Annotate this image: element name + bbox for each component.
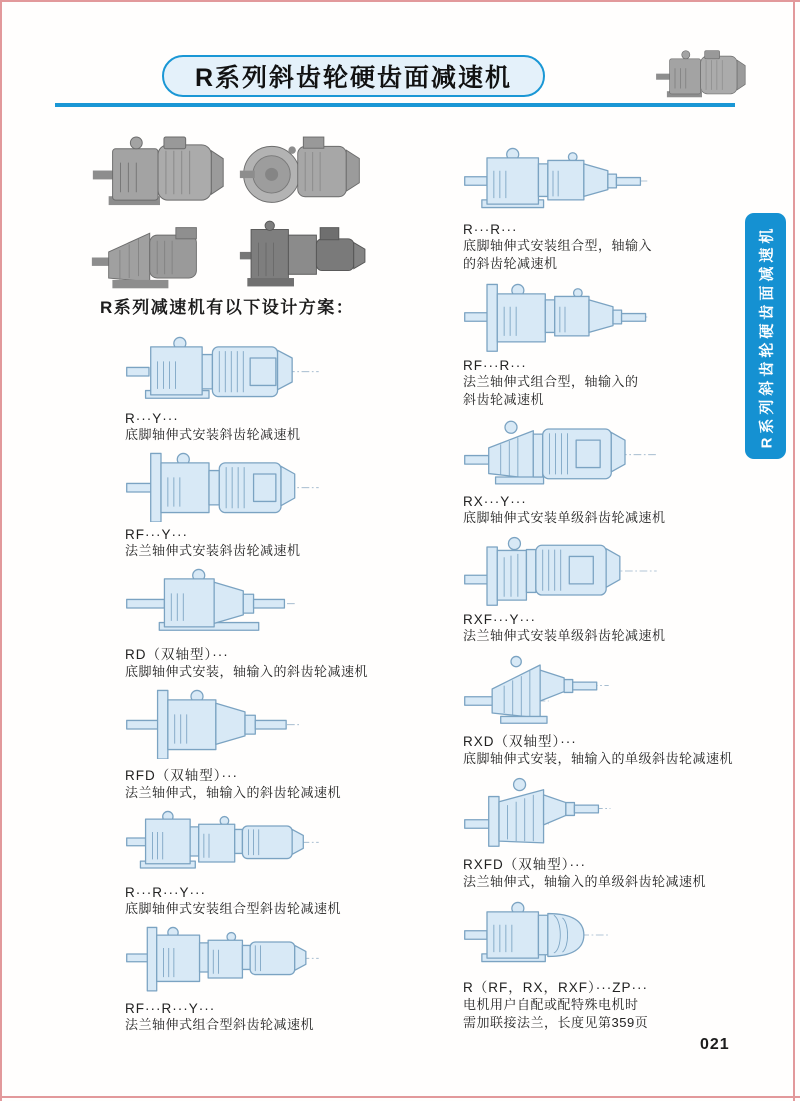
variant-code: RD（双轴型）··· (125, 647, 229, 662)
variant-code: R（RF，RX，RXF）···ZP··· (463, 980, 648, 995)
technical-diagram-rx-foot-motor (463, 417, 713, 489)
variant-description: 斜齿轮减速机 (463, 392, 545, 407)
reducer-variant (463, 653, 755, 768)
variant-description: 底脚轴伸式安装组合型，轴输入 (463, 238, 653, 253)
reducer-variant (463, 899, 755, 1032)
reducer-variant (125, 924, 410, 1034)
technical-diagram-flange-double (125, 687, 375, 759)
variant-code: RF···Y··· (125, 527, 188, 542)
page-border-left (0, 0, 2, 1101)
technical-diagram-flange-combo-motor (125, 924, 375, 996)
page-border-bottom (0, 1096, 800, 1098)
technical-diagram-rxd (463, 653, 713, 725)
variant-code: R···R···Y··· (125, 885, 206, 900)
technical-diagram-foot-double (125, 566, 375, 638)
technical-diagram-foot-motor (125, 334, 375, 406)
flange-mounted-geared-motor-photo (238, 133, 378, 212)
variant-description: 电机用户自配或配特殊电机时 (463, 997, 639, 1012)
side-tab-label: R系列斜齿轮硬齿面减速机 (758, 224, 775, 448)
reducer-variant (125, 450, 410, 560)
variant-description: 法兰轴伸式安装单级斜齿轮减速机 (463, 628, 666, 643)
technical-diagram-foot-combo-shaft (463, 145, 713, 217)
variant-description: 底脚轴伸式安装斜齿轮减速机 (125, 427, 301, 442)
variant-code: RXD（双轴型）··· (463, 734, 577, 749)
title-box (162, 55, 545, 97)
variant-code: R···Y··· (125, 411, 179, 426)
reducer-variant (125, 808, 410, 918)
intro-text: R系列减速机有以下设计方案： (100, 298, 355, 317)
variant-description: 底脚轴伸式安装，轴输入的单级斜齿轮减速机 (463, 751, 734, 766)
title-underline (55, 103, 735, 107)
foot-mounted-geared-motor-photo (90, 133, 230, 212)
variant-code: RFD（双轴型）··· (125, 768, 238, 783)
variant-description: 法兰轴伸式组合型斜齿轮减速机 (125, 1017, 315, 1032)
reducer-variant (463, 535, 755, 645)
variant-description: 需加联接法兰，长度见第359页 (463, 1015, 649, 1030)
reducer-variant (463, 776, 755, 891)
variant-column-right (463, 145, 755, 1040)
variant-description: 法兰轴伸式组合型，轴输入的 (463, 374, 639, 389)
variant-description: 底脚轴伸式安装单级斜齿轮减速机 (463, 510, 666, 525)
page-border-right (793, 0, 795, 1101)
technical-diagram-rxfd (463, 776, 713, 848)
combined-geared-motor-photo (238, 218, 378, 297)
single-stage-geared-motor-photo (90, 218, 230, 297)
variant-code: RX···Y··· (463, 494, 527, 509)
variant-code: RF···R··· (463, 358, 527, 373)
variant-description: 法兰轴伸式安装斜齿轮减速机 (125, 543, 301, 558)
page-number: 021 (700, 1036, 730, 1053)
header-product-photo (652, 48, 752, 102)
reducer-variant (463, 417, 755, 527)
reducer-variant (125, 687, 410, 802)
variant-description: 的斜齿轮减速机 (463, 256, 558, 271)
variant-code: R···R··· (463, 222, 518, 237)
technical-diagram-flange-combo-shaft (463, 281, 713, 353)
variant-code: RF···R···Y··· (125, 1001, 216, 1016)
variant-description: 法兰轴伸式，轴输入的斜齿轮减速机 (125, 785, 342, 800)
product-photo-grid (90, 133, 378, 297)
technical-diagram-rxf-motor (463, 535, 713, 607)
reducer-variant (125, 566, 410, 681)
reducer-variant (463, 145, 755, 273)
technical-diagram-flange-motor (125, 450, 375, 522)
variant-column-left (125, 334, 410, 1040)
page-border-top (0, 0, 800, 2)
technical-diagram-zp (463, 899, 713, 971)
reducer-variant (463, 281, 755, 409)
variant-code: RXFD（双轴型）··· (463, 857, 586, 872)
variant-code: RXF···Y··· (463, 612, 536, 627)
variant-description: 底脚轴伸式安装组合型斜齿轮减速机 (125, 901, 342, 916)
page-title: R系列斜齿轮硬齿面减速机 (194, 64, 513, 92)
technical-diagram-foot-combo-motor (125, 808, 375, 880)
variant-description: 底脚轴伸式安装，轴输入的斜齿轮减速机 (125, 664, 369, 679)
reducer-variant (125, 334, 410, 444)
variant-description: 法兰轴伸式，轴输入的单级斜齿轮减速机 (463, 874, 707, 889)
